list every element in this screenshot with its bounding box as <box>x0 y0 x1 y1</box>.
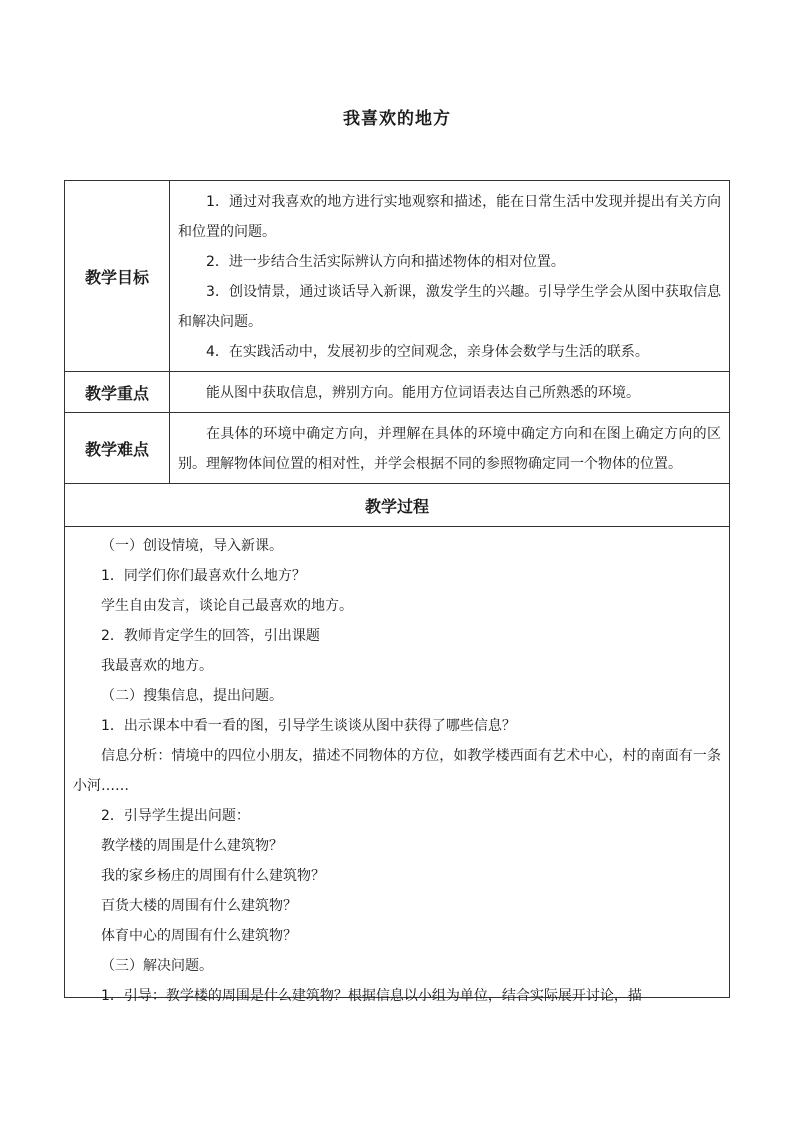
process-line: 我最喜欢的地方。 <box>101 658 213 674</box>
objective-item: 4．在实践活动中，发展初步的空间观念，亲身体会数学与生活的联系。 <box>206 344 649 360</box>
objective-item: 3．创设情景，通过谈话导入新课，激发学生的兴趣。引导学生学会从图中获取信息和解决问题。 <box>178 284 721 330</box>
difficulty-text: 在具体的环境中确定方向，并理解在具体的环境中确定方向和在图上确定方向的区别。理解物体间位置的相对性，并学会根据不同的参照物确定同一个物体的位置。 <box>178 426 721 472</box>
table-row-process-header <box>65 484 730 527</box>
objective-item: 2．进一步结合生活实际辨认方向和描述物体的相对位置。 <box>206 254 565 270</box>
process-line: （一）创设情境，导入新课。 <box>101 538 283 554</box>
process-header: 教学过程 <box>65 484 730 527</box>
process-line: 我的家乡杨庄的周围有什么建筑物？ <box>101 868 325 884</box>
process-line: 1．同学们你们最喜欢什么地方？ <box>101 568 306 584</box>
process-line: 教学楼的周围是什么建筑物？ <box>101 838 283 854</box>
process-line: 2．教师肯定学生的回答，引出课题 <box>101 628 320 644</box>
objectives-content <box>170 181 730 372</box>
key-point-text: 能从图中获取信息，辨别方向。能用方位词语表达自己所熟悉的环境。 <box>206 385 640 401</box>
table-row-process-body <box>65 527 730 998</box>
process-line: （三）解决问题。 <box>101 958 213 974</box>
difficulties-content <box>170 413 730 484</box>
process-line: 1．引导：教学楼的周围是什么建筑物？根据信息以小组为单位，结合实际展开讨论，描 <box>101 988 642 1004</box>
table-row-difficulties <box>65 413 730 484</box>
objective-item: 1．通过对我喜欢的地方进行实地观察和描述，能在日常生活中发现并提出有关方向和位置的问题。 <box>178 194 721 240</box>
table-row-objectives <box>65 181 730 372</box>
page-title: 我喜欢的地方 <box>343 109 451 129</box>
key-points-label: 教学重点 <box>65 372 170 413</box>
process-line: 学生自由发言，谈论自己最喜欢的地方。 <box>101 598 353 614</box>
process-line: 2．引导学生提出问题： <box>101 808 250 824</box>
process-line: 百货大楼的周围有什么建筑物？ <box>101 898 297 914</box>
process-line: （二）搜集信息，提出问题。 <box>101 688 283 704</box>
difficulties-label: 教学难点 <box>65 413 170 484</box>
process-line: 体育中心的周围有什么建筑物？ <box>101 928 297 944</box>
table-row-key-points <box>65 372 730 413</box>
process-content <box>65 527 730 1004</box>
process-line: 1．出示课本中看一看的图，引导学生谈谈从图中获得了哪些信息？ <box>101 718 516 734</box>
process-line: 信息分析：情境中的四位小朋友，描述不同物体的方位，如教学楼西面有艺术中心，村的南面有一条小河…… <box>73 748 721 794</box>
objectives-label: 教学目标 <box>65 181 170 372</box>
lesson-plan-table <box>64 180 730 1004</box>
key-points-content <box>170 372 730 413</box>
